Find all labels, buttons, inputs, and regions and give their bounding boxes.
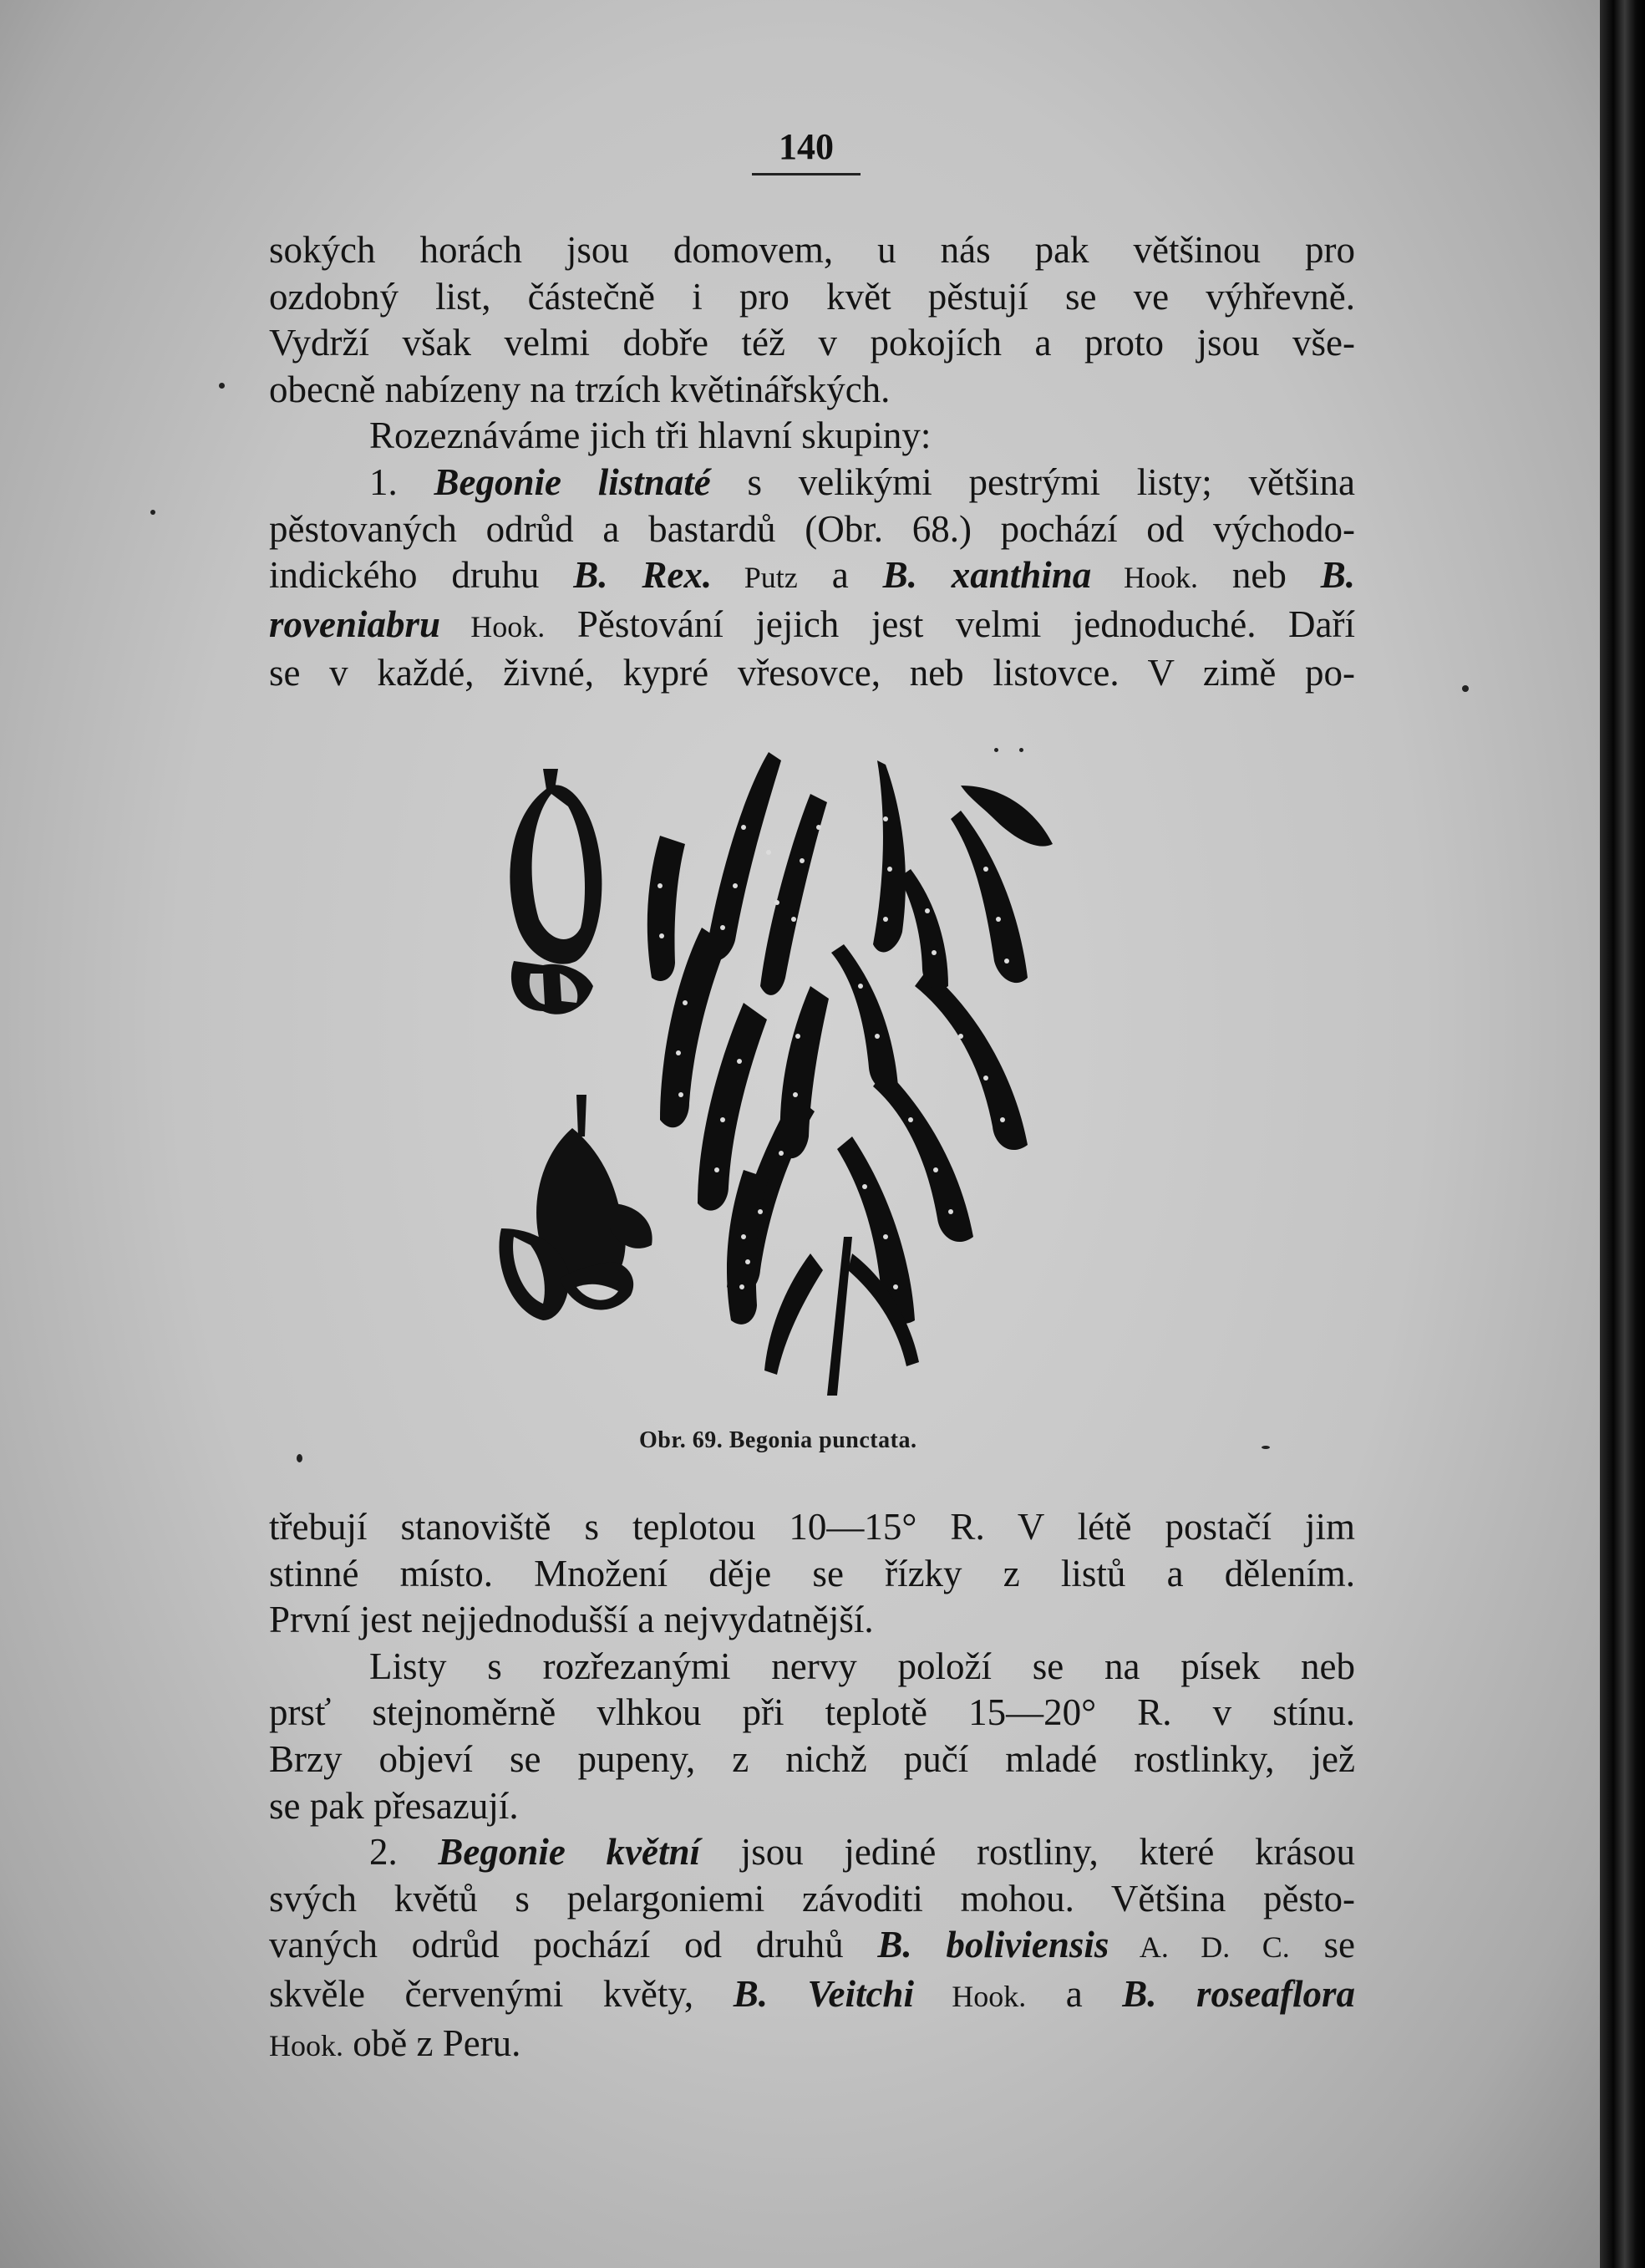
ink-speck	[1262, 1446, 1270, 1449]
text-run: se	[1289, 1924, 1355, 1966]
author-abbrev: Hook.	[913, 1979, 1027, 2013]
text-line	[269, 413, 1355, 460]
text-line	[269, 602, 1355, 651]
italic-term: Begonie listnaté	[434, 460, 711, 503]
text-line	[269, 2021, 1355, 2070]
text-run: se v každé, živné, kypré vřesovce, neb listovce. V zimě po-	[269, 652, 1355, 694]
text-run: stinné místo. Množení děje se řízky z listů a dělením.	[269, 1552, 1355, 1594]
text-run: Vydrží však velmi dobře též v pokojích a proto jsou vše-	[269, 322, 1355, 364]
text-run: prsť stejnoměrně vlhkou při teplotě 15—20° R. v stínu.	[269, 1691, 1355, 1734]
text-run: obě z Peru.	[343, 2021, 521, 2064]
flower-detail-bottom	[499, 1095, 652, 1320]
author-abbrev: Hook.	[269, 2028, 343, 2062]
author-abbrev: Hook.	[440, 609, 546, 643]
italic-term: B. boliviensis	[877, 1924, 1109, 1966]
text-run: jsou jediné rostliny, které krásou	[700, 1831, 1356, 1874]
text-line	[269, 650, 1355, 697]
page-edge-shadow	[1600, 0, 1645, 2268]
text-line	[269, 274, 1355, 321]
text-run: a	[797, 554, 883, 597]
text-run: První jest nejjednodušší a nejvydatnější.	[269, 1599, 874, 1641]
text-run: Rozeznáváme jich tři hlavní skupiny:	[369, 414, 932, 457]
author-abbrev: A. D. C.	[1109, 1930, 1290, 1965]
ink-speck	[150, 510, 155, 515]
text-line	[269, 1783, 1355, 1830]
text-line	[269, 367, 1355, 414]
text-run: 1.	[369, 460, 434, 503]
ink-speck	[994, 748, 998, 752]
page-number: 140	[779, 126, 834, 167]
text-run: Listy s rozřezanými nervy položí se na písek neb	[369, 1645, 1355, 1687]
italic-term: roveniabru	[269, 603, 441, 645]
italic-term: B. Rex.	[573, 554, 713, 597]
text-run: Pěstování jejich jest velmi jednoduché. Daří	[545, 603, 1356, 645]
text-run: třebují stanoviště s teplotou 10—15° R. V létě postačí jim	[269, 1506, 1355, 1548]
text-line	[269, 1829, 1355, 1876]
text-run: indického druhu	[269, 554, 574, 597]
ink-speck	[297, 1454, 302, 1462]
text-run: s velikými pestrými listy; většina	[710, 460, 1356, 503]
begonia-illustration	[493, 735, 1120, 1396]
text-run: vaných odrůd pochází od druhů	[269, 1924, 878, 1966]
italic-term: Begonie květní	[438, 1831, 701, 1874]
text-line	[269, 1737, 1355, 1783]
text-line	[269, 1644, 1355, 1691]
text-run: se pak přesazují.	[269, 1784, 519, 1827]
text-line	[269, 320, 1355, 367]
text-block-bottom	[269, 1504, 1355, 2069]
text-run: svých květů s pelargoniemi závoditi mohou. Většina pěsto-	[269, 1877, 1355, 1920]
text-line	[269, 506, 1355, 553]
text-run: neb	[1197, 554, 1321, 597]
page-number-rule	[752, 173, 861, 175]
ink-speck	[219, 383, 225, 389]
text-run: a	[1026, 1972, 1123, 2015]
text-run: sokých horách jsou domovem, u nás pak většinou pro	[269, 229, 1355, 271]
text-line	[269, 1690, 1355, 1737]
text-run: pěstovaných odrůd a bastardů (Obr. 68.) pochází od východo-	[269, 507, 1355, 550]
author-abbrev: Putz	[712, 561, 798, 595]
text-line	[269, 227, 1355, 274]
text-line	[269, 1971, 1355, 2021]
text-line	[269, 1504, 1355, 1551]
flower-detail-top	[510, 769, 602, 1014]
text-line	[269, 1922, 1355, 1971]
begonia-plant	[647, 752, 1053, 1396]
text-run: Brzy objeví se pupeny, z nichž pučí mladé rostlinky, jež	[269, 1737, 1355, 1780]
text-run: 2.	[369, 1831, 439, 1874]
text-run: skvěle červenými květy,	[269, 1972, 734, 2015]
text-line	[269, 460, 1355, 506]
text-line	[269, 1597, 1355, 1644]
italic-term: B. roseaflora	[1122, 1972, 1355, 2015]
text-block-top	[269, 227, 1355, 697]
figure-caption: Obr. 69. Begonia punctata.	[639, 1427, 917, 1453]
italic-term: B.	[1320, 554, 1355, 597]
ink-speck	[1462, 685, 1469, 692]
text-line	[269, 1551, 1355, 1598]
italic-term: B. xanthina	[882, 554, 1092, 597]
text-line	[269, 1876, 1355, 1923]
italic-term: B. Veitchi	[733, 1972, 914, 2015]
ink-speck	[1019, 748, 1023, 752]
text-run: obecně nabízeny na trzích květinářských.	[269, 368, 891, 410]
text-run: ozdobný list, částečně i pro květ pěstují se ve výhřevně.	[269, 275, 1355, 318]
text-line	[269, 552, 1355, 602]
author-abbrev: Hook.	[1091, 561, 1198, 595]
